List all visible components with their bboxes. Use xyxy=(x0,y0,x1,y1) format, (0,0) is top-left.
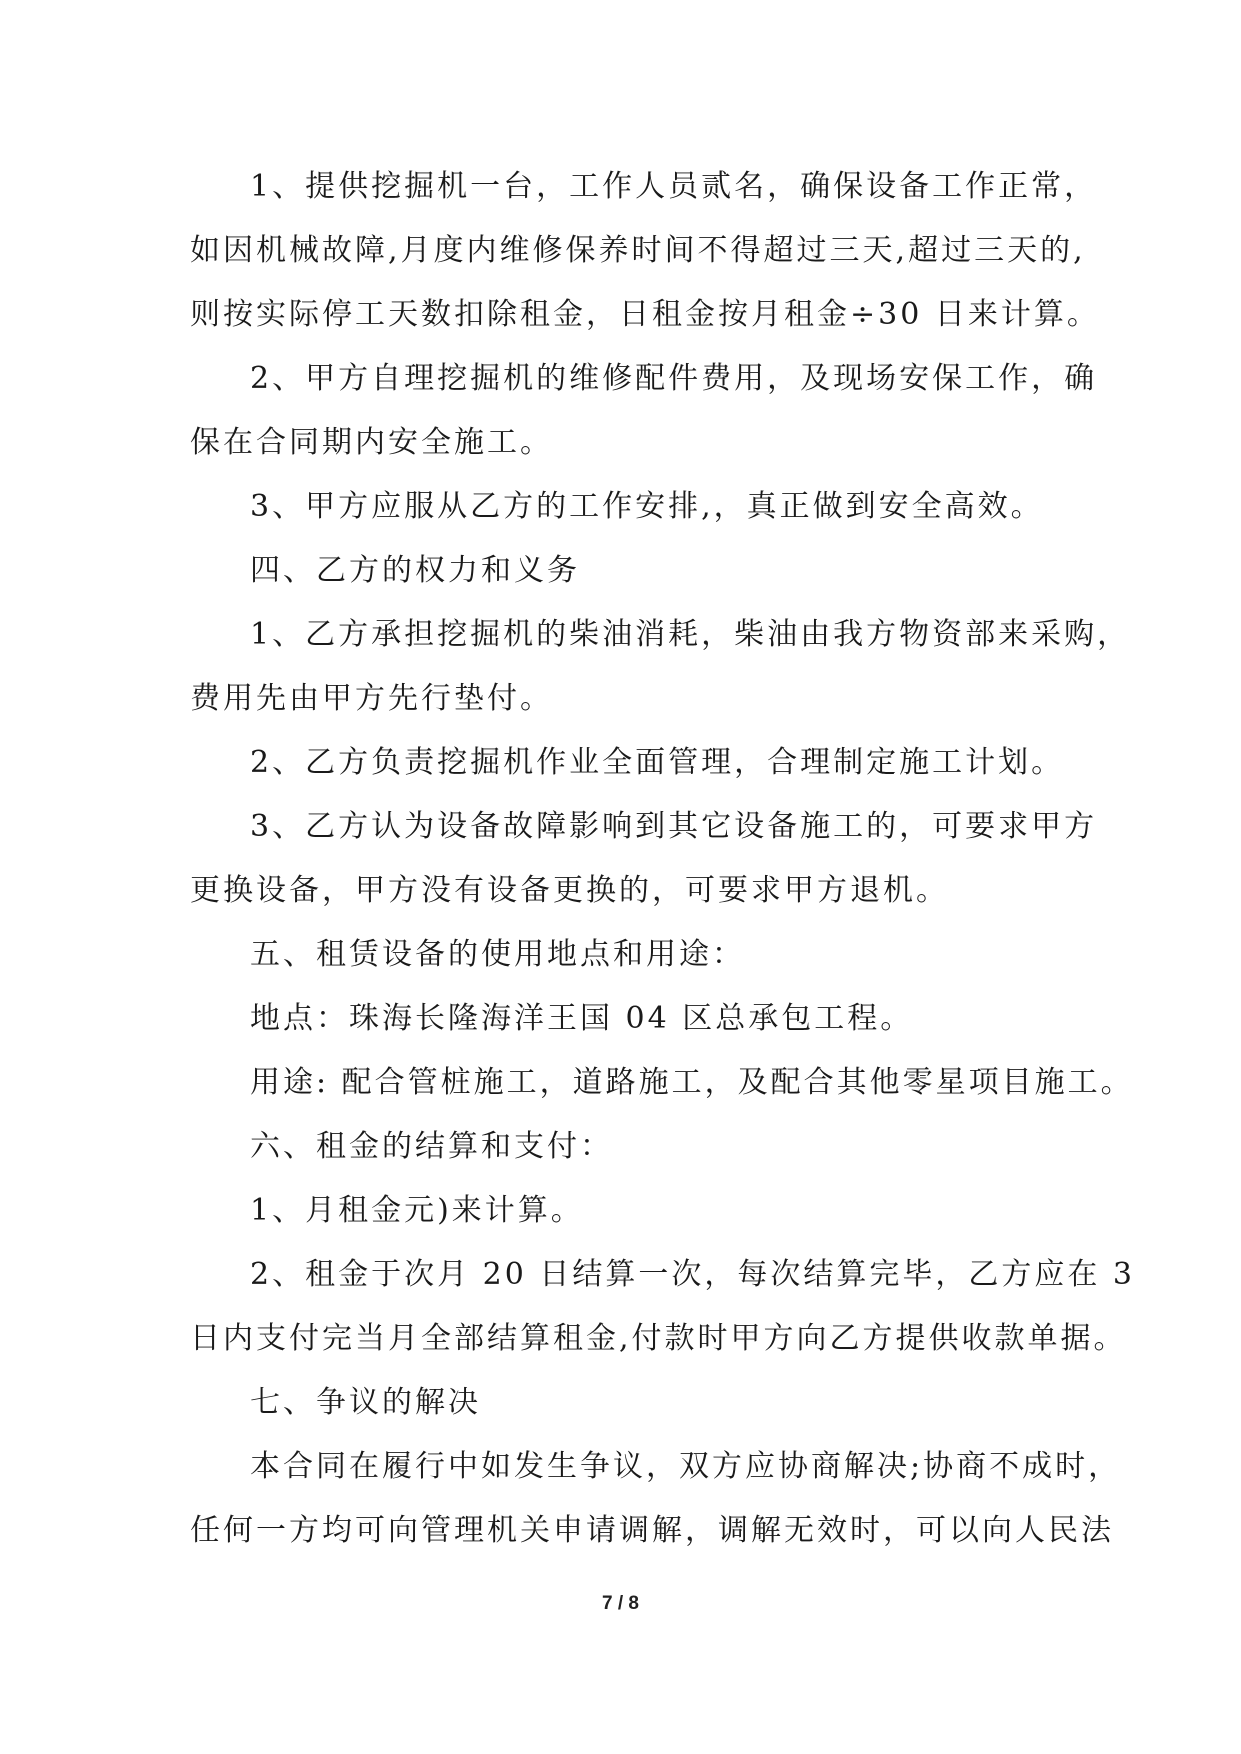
paragraph-line: 2、乙方负责挖掘机作业全面管理，合理制定施工计划。 xyxy=(250,745,1065,780)
paragraph-line: 1、乙方承担挖掘机的柴油消耗，柴油由我方物资部来采购， xyxy=(250,617,1131,652)
section-heading: 七、争议的解决 xyxy=(250,1385,481,1420)
section-heading: 六、租金的结算和支付： xyxy=(250,1129,613,1164)
paragraph-line: 日内支付完当月全部结算租金,付款时甲方向乙方提供收款单据。 xyxy=(190,1321,1127,1356)
paragraph-line: 任何一方均可向管理机关申请调解，调解无效时，可以向人民法 xyxy=(190,1513,1114,1548)
paragraph-line: 1、提供挖掘机一台，工作人员贰名，确保设备工作正常， xyxy=(250,169,1098,204)
paragraph-line: 2、甲方自理挖掘机的维修配件费用，及现场安保工作，确 xyxy=(250,361,1098,396)
paragraph-line: 地点：珠海长隆海洋王国 04 区总承包工程。 xyxy=(250,1001,914,1036)
paragraph-line: 1、月租金元)来计算。 xyxy=(250,1193,584,1228)
paragraph-line: 则按实际停工天数扣除租金，日租金按月租金÷30 日来计算。 xyxy=(190,297,1100,332)
paragraph-line: 3、乙方认为设备故障影响到其它设备施工的，可要求甲方 xyxy=(250,809,1098,844)
paragraph-line: 用途: 配合管桩施工，道路施工，及配合其他零星项目施工。 xyxy=(250,1065,1134,1100)
section-heading: 四、乙方的权力和义务 xyxy=(250,553,580,588)
contract-body xyxy=(190,155,1135,1563)
paragraph-line: 2、租金于次月 20 日结算一次，每次结算完毕，乙方应在 3 xyxy=(250,1257,1135,1292)
page-number: 7 / 8 xyxy=(602,1593,639,1614)
paragraph-line: 本合同在履行中如发生争议，双方应协商解决;协商不成时， xyxy=(250,1449,1122,1484)
paragraph-line: 费用先由甲方先行垫付。 xyxy=(190,681,553,716)
paragraph-line: 如因机械故障,月度内维修保养时间不得超过三天,超过三天的, xyxy=(190,233,1086,268)
paragraph-line: 3、甲方应服从乙方的工作安排,，真正做到安全高效。 xyxy=(250,489,1044,524)
paragraph-line: 保在合同期内安全施工。 xyxy=(190,425,553,460)
paragraph-line: 更换设备，甲方没有设备更换的，可要求甲方退机。 xyxy=(190,873,949,908)
section-heading: 五、租赁设备的使用地点和用途： xyxy=(250,937,745,972)
